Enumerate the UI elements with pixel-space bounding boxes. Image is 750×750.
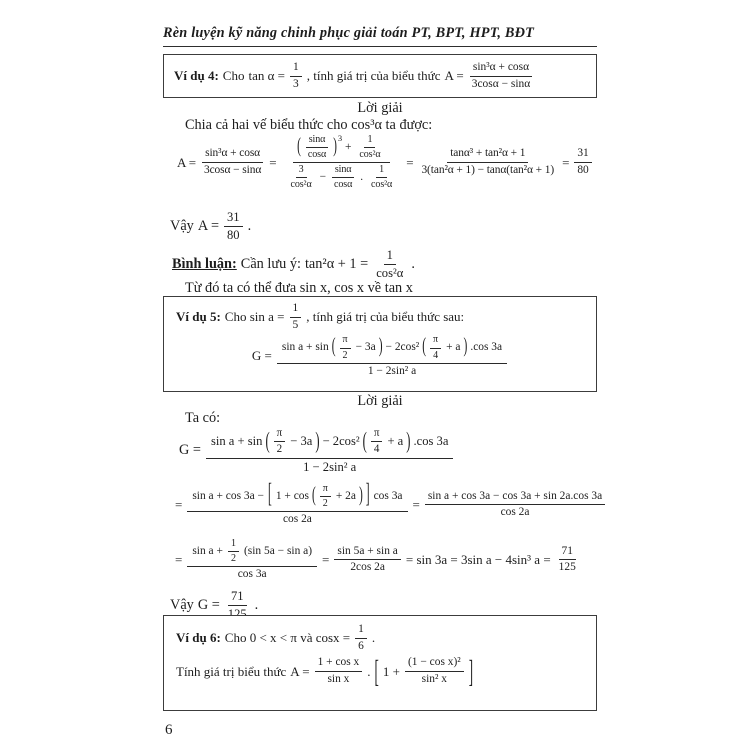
- fraction: [290, 302, 302, 332]
- remark-line: [163, 248, 597, 281]
- period: .: [247, 218, 252, 235]
- right-bracket: ]: [468, 652, 474, 689]
- page-content: [163, 0, 603, 750]
- fraction-denominator: 1 − 2sin² a: [303, 459, 357, 474]
- multiply-dot: .: [367, 663, 371, 679]
- complex-fraction: [187, 480, 407, 527]
- complex-fraction: [206, 427, 453, 475]
- fraction-numerator: π: [371, 427, 383, 442]
- fraction: [224, 210, 243, 243]
- right-paren: ): [333, 134, 337, 158]
- header-title: Rèn luyện kỹ năng chinh phục giải toán PT, BPT, HPT, BĐT: [163, 25, 535, 41]
- solution-heading-text: Lời giải: [357, 100, 403, 116]
- statement-text: Cho sin a =: [224, 309, 285, 325]
- math-text: .cos 3a: [413, 434, 449, 449]
- fraction-denominator: 6: [358, 639, 364, 652]
- example-6-box: [163, 615, 597, 711]
- example-4-label: Ví dụ 4:: [174, 68, 219, 83]
- fraction-denominator: 80: [577, 164, 589, 177]
- fraction-denominator: 2: [322, 498, 328, 510]
- right-paren: ): [378, 335, 383, 358]
- example-4-derivation: [163, 134, 597, 191]
- fraction-numerator: 71: [228, 589, 247, 606]
- solution-heading-text: Lời giải: [357, 393, 403, 409]
- fraction-denominator: cos²α: [376, 266, 404, 281]
- fraction: [287, 164, 314, 191]
- math-text: − 2cos²: [385, 341, 420, 354]
- solution-heading: [163, 100, 597, 117]
- left-paren: (: [362, 427, 367, 454]
- page-number: [165, 722, 597, 739]
- fraction-numerator: [206, 427, 453, 459]
- fraction: [274, 427, 286, 457]
- fraction-denominator: 2: [276, 443, 283, 456]
- math-text: − 3a: [290, 434, 313, 449]
- complex-fraction: [281, 134, 401, 191]
- plus-sign: +: [345, 140, 352, 153]
- math-text: .cos 3a: [470, 341, 503, 354]
- complex-fraction: [187, 538, 317, 582]
- math-text: G =: [197, 597, 220, 614]
- fraction-denominator: cosα: [334, 179, 353, 191]
- fraction-numerator: 1: [290, 302, 302, 318]
- fraction-numerator: tanα³ + tan²α + 1: [447, 147, 528, 163]
- equals-sign: =: [175, 551, 183, 567]
- fraction: [469, 61, 533, 91]
- fraction-numerator: sin 5a + sin a: [334, 545, 400, 561]
- fraction-numerator: sinα: [306, 134, 329, 148]
- fraction-numerator: [277, 334, 507, 363]
- step-text: Chia cả hai vế biểu thức cho cos³α ta được:: [185, 117, 433, 133]
- fraction: [371, 427, 383, 457]
- fraction: [331, 164, 355, 191]
- equals-sign: =: [412, 496, 420, 512]
- left-paren: (: [265, 427, 270, 454]
- math-text: + 2a: [335, 489, 356, 502]
- fraction-numerator: sinα: [332, 164, 355, 178]
- equals-sign: =: [322, 551, 330, 567]
- math-text: A =: [177, 154, 196, 170]
- fraction-numerator: [293, 134, 389, 163]
- fraction: [315, 656, 363, 686]
- period: .: [371, 630, 376, 646]
- fraction-denominator: 80: [227, 228, 240, 243]
- equals-sign: =: [406, 154, 414, 170]
- remark-note: [163, 280, 597, 297]
- example-6-label: Ví dụ 6:: [176, 630, 221, 646]
- fraction-denominator: sin² x: [421, 673, 448, 686]
- fraction-numerator: sin³α + cosα: [470, 61, 532, 77]
- example-4-conclusion: [163, 210, 597, 243]
- example-4-box: [163, 54, 597, 98]
- fraction: [556, 545, 579, 575]
- fraction-denominator: cos²α: [371, 179, 393, 191]
- period: .: [411, 256, 415, 273]
- minus-sign: −: [319, 170, 326, 183]
- fraction-denominator: 1 − 2sin² a: [367, 364, 417, 377]
- fraction-denominator: 2: [230, 553, 236, 565]
- example-6-statement: [174, 623, 586, 653]
- fraction-denominator: 3(tan²α + 1) − tanα(tan²α + 1): [421, 164, 555, 177]
- math-text: − 2cos²: [322, 434, 360, 449]
- math-text: + a: [446, 341, 461, 354]
- right-paren: ): [406, 427, 411, 454]
- right-paren: ): [315, 427, 320, 454]
- fraction-numerator: 1: [384, 248, 396, 265]
- fraction-numerator: 31: [574, 147, 591, 163]
- fraction: [228, 538, 239, 565]
- period: .: [254, 597, 259, 614]
- example-5-derivation-3: [163, 538, 597, 582]
- exponent: 3: [337, 133, 342, 143]
- fraction-denominator: 3cosα − sinα: [471, 77, 531, 90]
- fraction-denominator: 4: [433, 349, 439, 361]
- fraction-numerator: π: [340, 334, 351, 348]
- fraction: [201, 147, 264, 177]
- fraction: [320, 483, 331, 510]
- math-text: 1 +: [382, 663, 400, 679]
- conclusion-text: Vậy: [170, 597, 194, 614]
- fraction: [305, 134, 329, 161]
- fraction-denominator: 4: [373, 443, 380, 456]
- solution-step-text: [163, 410, 597, 427]
- fraction-numerator: 1: [364, 134, 375, 148]
- left-paren: (: [311, 483, 316, 507]
- math-text: tan α =: [248, 68, 285, 83]
- equals-sign: =: [269, 154, 277, 170]
- math-text: sin a + cos 3a −: [192, 489, 265, 502]
- fraction-numerator: 1: [376, 164, 387, 178]
- fraction: [418, 147, 557, 177]
- math-text: tan²α + 1 =: [304, 256, 369, 273]
- math-text: 1 + cos: [275, 489, 309, 502]
- fraction-numerator: 1 + cos x: [315, 656, 363, 672]
- fraction-denominator: 3cosα − sinα: [203, 164, 262, 177]
- math-text: sin a +: [192, 544, 223, 557]
- step-text: Ta có:: [185, 410, 221, 426]
- equals-sign: =: [562, 154, 570, 170]
- example-5-expression: [174, 334, 586, 378]
- math-text: G =: [179, 442, 201, 459]
- fraction-denominator: 2: [342, 349, 348, 361]
- equals-sign: =: [175, 496, 183, 512]
- math-text: + a: [387, 434, 404, 449]
- fraction-numerator: 1: [228, 538, 239, 552]
- fraction-numerator: 31: [224, 210, 243, 227]
- math-text: sin a + sin: [281, 341, 329, 354]
- fraction: [355, 623, 367, 653]
- fraction-denominator: 2cos 2a: [350, 561, 385, 574]
- math-text: A =: [290, 663, 310, 679]
- example-6-expression: [174, 652, 586, 689]
- fraction-numerator: 3: [296, 164, 307, 178]
- right-bracket: ]: [365, 480, 370, 509]
- fraction-denominator: [281, 163, 401, 191]
- example-5-box: [163, 296, 597, 392]
- example-5-label: Ví dụ 5:: [176, 309, 221, 325]
- remark-text: Cần lưu ý:: [240, 256, 301, 273]
- left-paren: (: [297, 134, 301, 158]
- left-bracket: [: [374, 652, 379, 689]
- remark-label: Bình luận:: [172, 256, 237, 273]
- math-text: − 3a: [355, 341, 376, 354]
- statement-text: Tính giá trị biểu thức: [176, 663, 287, 679]
- fraction-numerator: [187, 480, 407, 512]
- math-text: sin a + sin: [210, 434, 263, 449]
- complex-fraction: [277, 334, 507, 378]
- right-paren: ): [463, 335, 468, 358]
- fraction: [373, 248, 406, 281]
- fraction-numerator: π: [430, 334, 441, 348]
- solution-step-text: [163, 117, 597, 134]
- fraction-numerator: [187, 538, 317, 567]
- fraction: [356, 134, 383, 161]
- fraction: [430, 334, 441, 361]
- note-text: Từ đó ta có thể đưa sin x, cos x về tan x: [185, 280, 413, 296]
- fraction: [405, 656, 464, 686]
- left-paren: (: [422, 335, 427, 358]
- left-bracket: [: [268, 480, 272, 509]
- fraction-numerator: π: [274, 427, 286, 442]
- math-text: A =: [444, 68, 464, 83]
- fraction: [574, 147, 591, 177]
- example-4-statement: [172, 61, 536, 91]
- fraction-numerator: sin³α + cosα: [202, 147, 263, 163]
- conclusion-text: Vậy: [170, 218, 194, 235]
- fraction-denominator: sin x: [327, 673, 350, 686]
- math-text: (sin 5a − sin a): [243, 544, 313, 557]
- page-number-text: 6: [165, 722, 173, 738]
- math-text: cos 3a: [373, 489, 403, 502]
- right-paren: ): [358, 483, 363, 507]
- fraction-denominator: 5: [292, 318, 299, 331]
- fraction-denominator: cos²α: [359, 149, 381, 161]
- fraction-denominator: cos²α: [290, 179, 312, 191]
- fraction-denominator: cos 3a: [237, 568, 267, 581]
- statement-text: Cho 0 < x < π và cosx =: [224, 630, 351, 646]
- fraction-numerator: 71: [559, 545, 576, 561]
- multiply-dot: .: [360, 170, 364, 183]
- example-5-derivation-2: [163, 480, 603, 527]
- example-5-derivation-1: [163, 427, 597, 475]
- fraction-numerator: (1 − cos x)²: [405, 656, 464, 672]
- fraction-numerator: π: [320, 483, 331, 497]
- fraction: [368, 164, 395, 191]
- fraction: [290, 61, 302, 91]
- math-text: G =: [251, 348, 272, 364]
- running-header: [163, 25, 597, 47]
- fraction-denominator: cos 2a: [282, 513, 312, 526]
- solution-heading: [163, 393, 597, 410]
- fraction-denominator: cosα: [307, 149, 327, 161]
- fraction-denominator: 125: [558, 561, 576, 574]
- fraction-numerator: sin a + cos 3a − cos 3a + sin 2a.cos 3a: [425, 490, 605, 506]
- fraction-denominator: cos 2a: [500, 506, 530, 519]
- left-paren: (: [331, 335, 336, 358]
- fraction: [334, 545, 400, 575]
- fraction: [340, 334, 351, 361]
- math-text: = sin 3a = 3sin a − 4sin³ a =: [405, 551, 551, 567]
- example-5-statement: [174, 302, 586, 332]
- statement-text: , tính giá trị của biểu thức sau:: [306, 309, 465, 325]
- statement-text: , tính giá trị của biểu thức: [306, 68, 441, 83]
- fraction: [425, 490, 605, 520]
- fraction-numerator: 1: [290, 61, 302, 77]
- fraction-denominator: 3: [293, 77, 299, 90]
- statement-text: Cho: [222, 68, 245, 83]
- math-text: A =: [197, 218, 220, 235]
- fraction-numerator: 1: [355, 623, 367, 639]
